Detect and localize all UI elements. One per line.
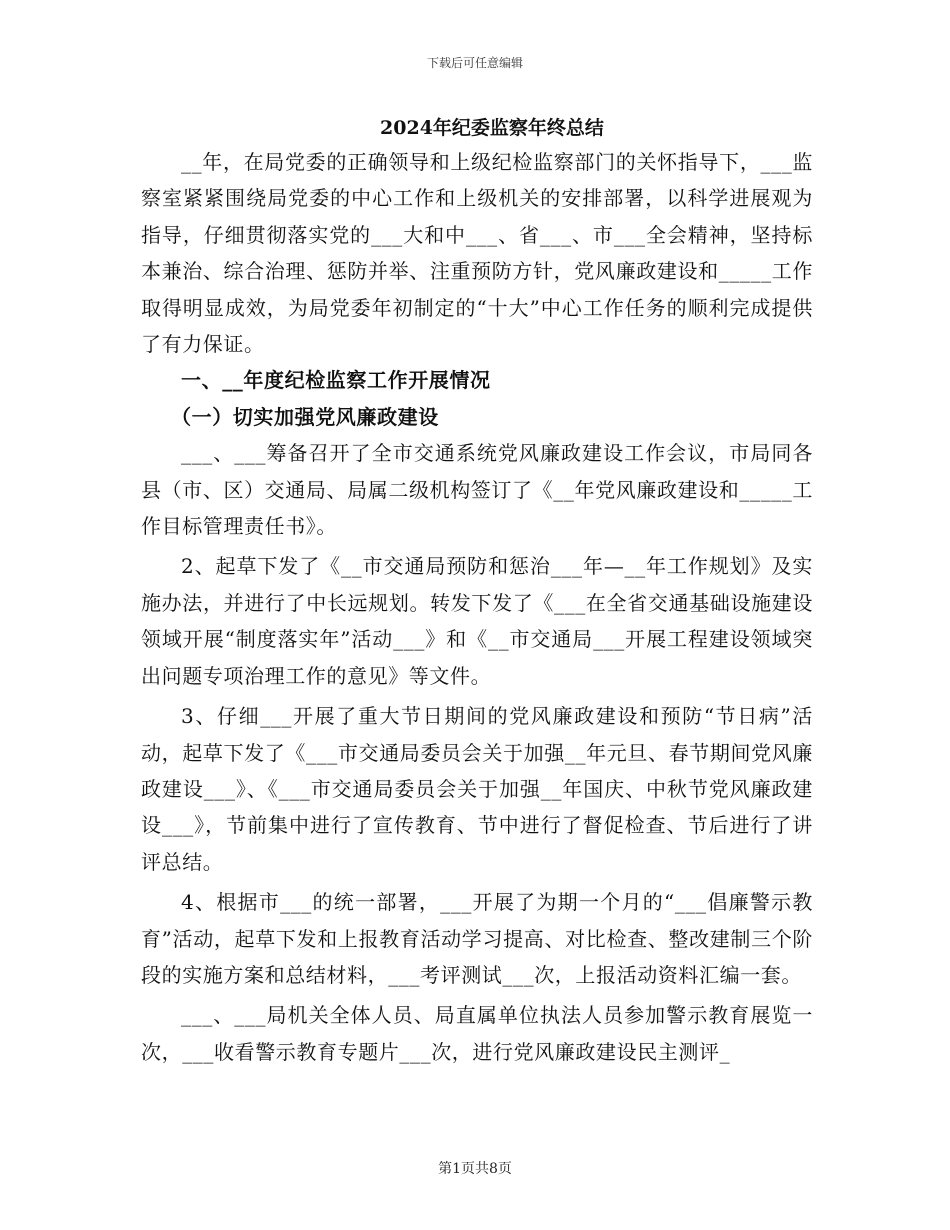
list-item-3: 3、仔细___开展了重大节日期间的党风廉政建设和预防“节日病”活动，起草下发了《___市交通局委员会关于加强__年元旦、春节期间党风廉政建设___》、《___市交通局委员会关于加强__年国庆、中秋节党风廉政建设___》，节前集中进行了宣传教育、节中进行了督促检查、节后进行了讲评总结。: [141, 704, 813, 874]
list-item-5: ___、___局机关全体人员、局直属单位执法人员参加警示教育展览一次，___收看警示教育专题片___次，进行党风廉政建设民主测评_: [141, 1003, 813, 1064]
section-heading: 一、__年度纪检监察工作开展情况: [181, 368, 491, 393]
header-note: 下载后可任意编辑: [426, 56, 523, 70]
list-item-1: ___、___筹备召开了全市交通系统党风廉政建设工作会议，市局同各县（市、区）交通局、局属二级机构签订了《__年党风廉政建设和_____工作目标管理责任书》。: [141, 441, 813, 539]
list-item-2: 2、起草下发了《__市交通局预防和惩治___年—__年工作规划》及实施办法，并进行了中长远规划。转发下发了《___在全省交通基础设施建设领域开展“制度落实年”活动___》和《__市交通局___开展工程建设领域突出问题专项治理工作的意见》等文件。: [141, 554, 813, 688]
list-item-4: 4、根据市___的统一部署，___开展了为期一个月的“___倡廉警示教育”活动，起草下发和上报教育活动学习提高、对比检查、整改建制三个阶段的实施方案和总结材料，___考评测试___次，上报活动资料汇编一套。: [141, 890, 813, 987]
document-title: 2024年纪委监察年终总结: [380, 117, 604, 139]
page-number: 第1页共8页: [438, 1161, 512, 1177]
intro-paragraph: __年，在局党委的正确领导和上级纪检监察部门的关怀指导下，___监察室紧紧围绕局党委的中心工作和上级机关的安排部署，以科学进展观为指导，仔细贯彻落实党的___大和中___、省___、市___全会精神，坚持标本兼治、综合治理、惩防并举、注重预防方针，党风廉政建设和_____工作取得明显成效，为局党委年初制定的“十大”中心工作任务的顺利完成提供了有力保证。: [141, 150, 813, 357]
document-body: [141, 112, 813, 1070]
subsection-heading: （一）切实加强党风廉政建设: [171, 404, 439, 429]
